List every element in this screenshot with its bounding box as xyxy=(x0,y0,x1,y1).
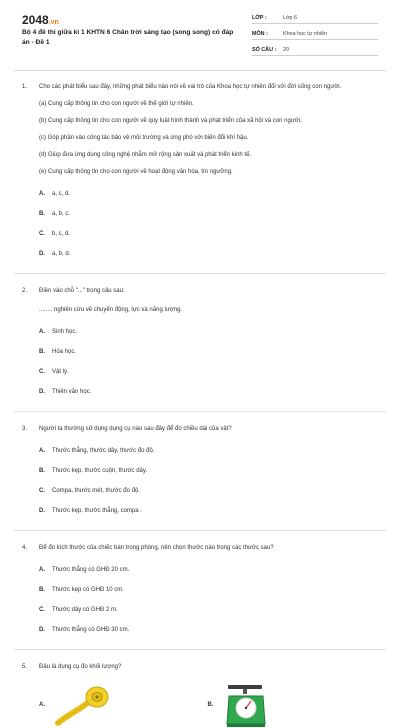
option-letter: B. xyxy=(39,468,45,474)
logo-suffix: .vn xyxy=(48,19,59,26)
option-text: Thước dây có GHĐ 2 m. xyxy=(52,607,118,613)
option-letter: A. xyxy=(39,448,45,454)
page-title: Bộ 4 đề thi giữa kì 1 KHTN 6 Chân trời sáng tạo (song song) có đáp án - Đề 1 xyxy=(22,29,234,46)
option-letter: A. xyxy=(39,702,45,708)
option-letter: C. xyxy=(39,607,45,613)
option-text: a, b, d. xyxy=(52,251,71,257)
answer-option-c[interactable] xyxy=(39,229,211,239)
image-answer-options xyxy=(39,682,376,728)
statement: (e) Cung cấp thông tin cho con người về hoạt động văn hóa, tín ngưỡng. xyxy=(39,169,233,175)
meta-info xyxy=(252,11,378,59)
answer-option-a[interactable] xyxy=(39,446,211,456)
question-4 xyxy=(0,543,400,645)
question-divider xyxy=(14,649,386,650)
statement: (d) Giúp đưa ứng dụng công nghệ nhằm mở rộng sản xuất và phát triển kinh tế. xyxy=(39,152,252,158)
kitchen-scale-icon xyxy=(221,682,271,728)
answer-option-b[interactable] xyxy=(39,347,211,357)
answer-option-b[interactable] xyxy=(208,682,377,728)
option-text: Thước kẹp có GHĐ 10 cm. xyxy=(52,587,124,593)
option-letter: D. xyxy=(39,627,45,633)
option-letter: A. xyxy=(39,191,45,197)
meta-row-subject xyxy=(252,27,378,40)
option-text: Compa, thước mét, thước đo độ. xyxy=(52,488,140,494)
question-3 xyxy=(0,424,400,526)
meta-row-count xyxy=(252,43,378,56)
answer-option-c[interactable] xyxy=(39,605,211,615)
meta-label: LỚP : xyxy=(252,15,267,21)
answer-option-b[interactable] xyxy=(39,209,211,219)
fill-blank-sentence: ........ nghiên cứu về chuyển động, lực và năng lượng. xyxy=(39,307,183,313)
answer-option-d[interactable] xyxy=(39,249,211,259)
option-text: Thiên văn học. xyxy=(52,389,92,395)
option-text: Thước kẹp, thước thẳng, compa . xyxy=(52,508,142,514)
meta-value: 20 xyxy=(283,47,289,53)
meta-value: Lớp 6 xyxy=(283,15,298,21)
meta-label: MÔN : xyxy=(252,31,268,37)
option-letter: A. xyxy=(39,329,45,335)
option-letter: D. xyxy=(39,508,45,514)
option-text: b, c, d. xyxy=(52,231,71,237)
question-divider xyxy=(14,273,386,274)
question-number: 5. xyxy=(22,664,28,670)
statement: (c) Góp phần vào công tác bảo vệ môi trường và ứng phó với biến đổi khí hậu. xyxy=(39,135,249,141)
question-list xyxy=(0,82,400,728)
header xyxy=(0,0,400,62)
measuring-tape-icon xyxy=(52,683,112,727)
meta-value: Khoa học tự nhiên xyxy=(283,31,328,37)
option-text: Thước thẳng, thước dây, thước đo độ. xyxy=(52,448,155,454)
option-letter: B. xyxy=(39,211,45,217)
question-number: 1. xyxy=(22,84,28,90)
question-number: 3. xyxy=(22,426,28,432)
question-text: Người ta thường sử dụng dụng cụ nào sau đây để đo chiều dài của vật? xyxy=(39,426,232,432)
statement: (a) Cung cấp thông tin cho con người về thế giới tự nhiên. xyxy=(39,101,194,107)
answer-option-c[interactable] xyxy=(39,486,211,496)
option-text: Sinh học. xyxy=(52,329,78,335)
option-letter: D. xyxy=(39,251,45,257)
question-text: Đâu là dụng cụ đo khối lượng? xyxy=(39,664,122,670)
answer-option-a[interactable] xyxy=(39,565,211,575)
meta-label: SỐ CÂU : xyxy=(252,47,277,53)
site-logo[interactable] xyxy=(22,13,59,27)
question-number: 4. xyxy=(22,545,28,551)
option-letter: C. xyxy=(39,488,45,494)
question-text: Điền vào chỗ "..." trong câu sau: xyxy=(39,288,125,294)
header-divider xyxy=(14,70,386,71)
option-letter: B. xyxy=(39,349,45,355)
option-text: Thước thẳng có GHĐ 20 cm. xyxy=(52,567,130,573)
option-text: Thước kẹp, thước cuộn, thước dây. xyxy=(52,468,148,474)
question-5 xyxy=(0,662,400,728)
option-letter: A. xyxy=(39,567,45,573)
option-letter: C. xyxy=(39,231,45,237)
option-text: a, c, d. xyxy=(52,191,71,197)
logo-text: 2048 xyxy=(22,13,49,27)
option-letter: D. xyxy=(39,389,45,395)
statement: (b) Cung cấp thông tin cho con người về quy luật hình thành và phát triển của xã hội và con người. xyxy=(39,118,302,124)
answer-options xyxy=(39,327,376,407)
option-text: a, b, c. xyxy=(52,211,71,217)
option-letter: B. xyxy=(207,702,214,708)
question-text: Để đo kích thước của chiếc bàn trong phòng, nên chọn thước nào trong các thước sau? xyxy=(39,545,274,551)
option-letter: C. xyxy=(39,369,45,375)
question-number: 2. xyxy=(22,288,28,294)
answer-option-a[interactable] xyxy=(39,682,208,728)
answer-options xyxy=(39,189,376,269)
answer-option-d[interactable] xyxy=(39,387,211,397)
question-divider xyxy=(14,411,386,412)
question-divider xyxy=(14,530,386,531)
question-text: Cho các phát biểu sau đây, những phát biểu nào nói về vai trò của Khoa học tự nhiên đối với đời sống con người. xyxy=(39,84,342,90)
option-letter: B. xyxy=(39,587,45,593)
meta-row-class xyxy=(252,11,378,24)
answer-option-b[interactable] xyxy=(39,585,211,595)
answer-option-c[interactable] xyxy=(39,367,211,377)
question-1 xyxy=(0,82,400,269)
answer-options xyxy=(39,446,376,526)
option-text: Hóa học. xyxy=(52,349,77,355)
answer-options xyxy=(39,565,376,645)
answer-option-d[interactable] xyxy=(39,625,211,635)
option-text: Vật lý. xyxy=(52,369,69,375)
answer-option-d[interactable] xyxy=(39,506,211,516)
answer-option-b[interactable] xyxy=(39,466,211,476)
answer-option-a[interactable] xyxy=(39,327,211,337)
question-2 xyxy=(0,286,400,407)
option-text: Thước thẳng có GHĐ 30 cm. xyxy=(52,627,130,633)
answer-option-a[interactable] xyxy=(39,189,211,199)
